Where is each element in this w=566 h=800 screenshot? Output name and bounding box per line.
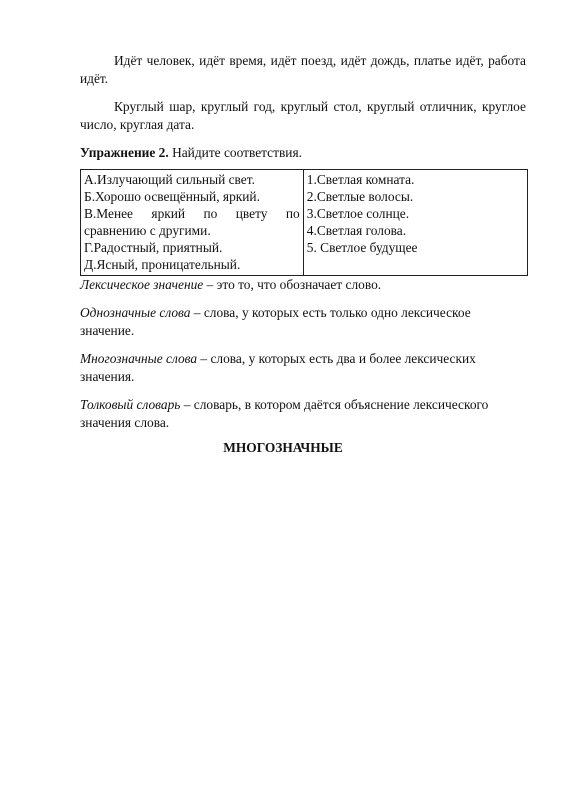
left-item-d: Д.Ясный, проницательный. [84,257,241,272]
definition-text: – словарь, в котором даётся объяснение лексического значения слова. [80,397,489,430]
definition-lexical-meaning [80,276,520,294]
left-item-v-word: по [285,206,300,221]
left-item-v-word: яркий [151,206,186,221]
definition-text: – слова, у которых есть только одно лексическое значение. [80,305,471,338]
left-item-g: Г.Радостный, приятный. [84,240,223,255]
left-item-v-word: В.Менее [84,206,134,221]
phrases-column [303,170,527,276]
definition-dictionary [80,396,520,432]
definition-monosemous [80,304,520,340]
exercise-heading [80,144,520,162]
exercise-label: Упражнение 2. [80,145,169,160]
right-item-2: 2.Светлые волосы. [306,189,414,204]
definitions-column [81,170,304,276]
left-item-v-word: по [203,206,218,221]
definition-term: Толковый словарь [80,397,181,412]
section-title: МНОГОЗНАЧНЫЕ [223,440,343,455]
left-item-v [84,205,300,222]
right-item-4: 4.Светлая голова. [306,223,407,238]
definition-polysemous [80,350,520,386]
definition-text: – слова, у которых есть два и более лексических значения. [80,351,476,384]
table-row [81,170,528,276]
left-item-a: А.Излучающий сильный свет. [84,172,255,187]
definition-term: Лексическое значение [80,277,204,292]
left-item-v-continuation: сравнению с другими. [84,223,211,238]
left-item-v-word: цвету [235,206,268,221]
definition-term: Многозначные слова [80,351,198,366]
exercise-instruction: Найдите соответствия. [168,145,302,160]
right-item-5: 5. Светлое будущее [306,240,418,255]
definition-term: Однозначные слова [80,305,191,320]
left-item-b: Б.Хорошо освещённый, яркий. [84,189,260,204]
right-item-3: 3.Светлое солнце. [306,206,410,221]
right-item-1: 1.Светлая комната. [306,172,415,187]
paragraph-krugly: Круглый шар, круглый год, круглый стол, круглый отличник, круглое число, круглая дата. [80,99,526,132]
paragraph-idet: Идёт человек, идёт время, идёт поезд, идёт дождь, платье идёт, работа идёт. [80,53,526,86]
definition-text: – это то, что обозначает слово. [203,277,382,292]
matching-table [80,169,528,276]
